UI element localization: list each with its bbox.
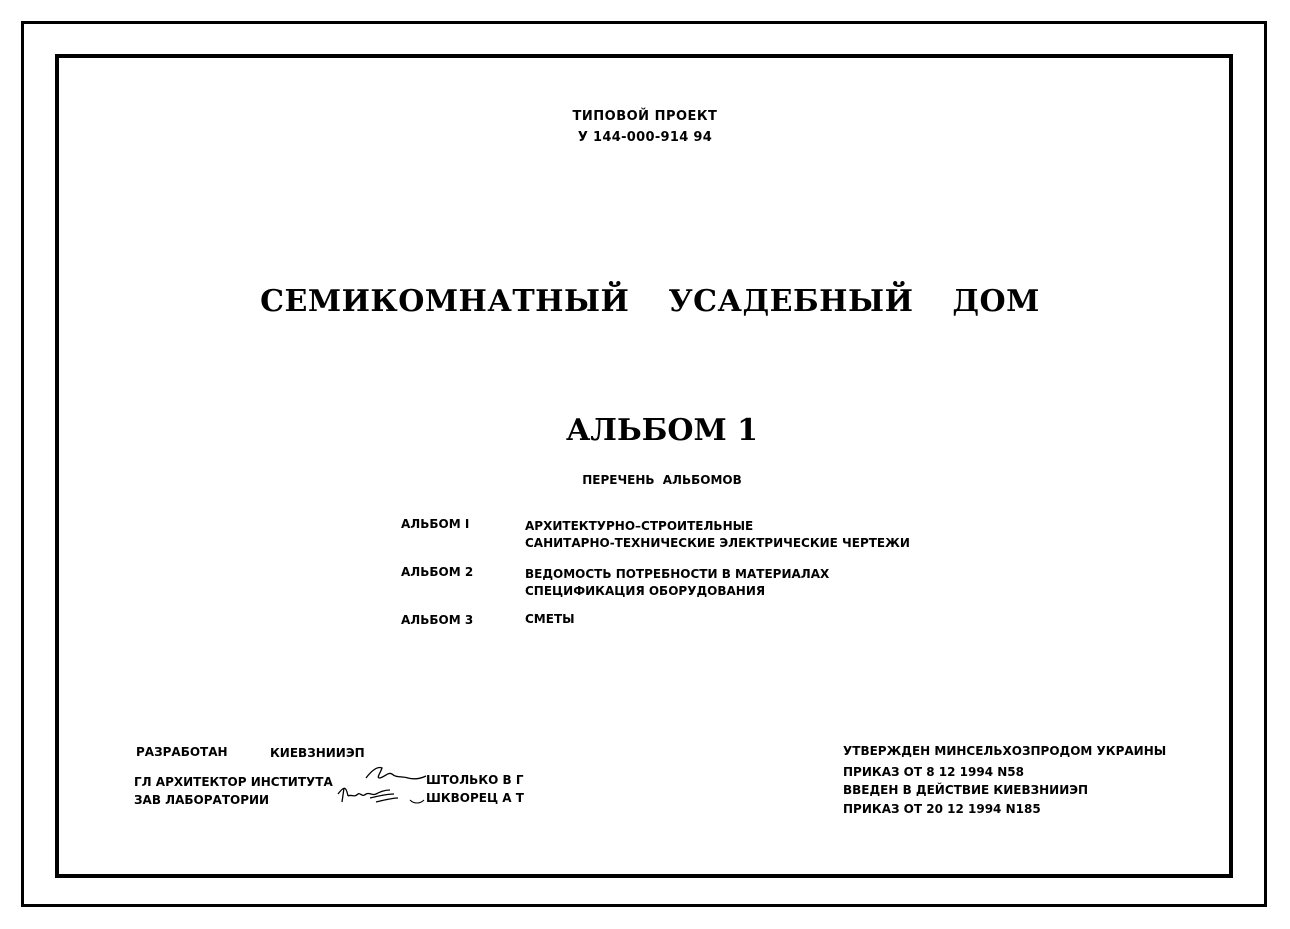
album-title: АЛЬБОМ 1 <box>565 413 758 448</box>
project-code: У 144-000-914 94 <box>577 130 713 145</box>
approved-by: УТВЕРЖДЕН МИНСЕЛЬХОЗПРОДОМ УКРАИНЫ <box>843 744 1167 758</box>
album-item-3-desc <box>525 611 575 628</box>
developed-org: КИЕВЗНИИЭП <box>270 746 365 760</box>
introduced-by: ВВЕДЕН В ДЕЙСТВИЕ КИЕВЗНИИЭП <box>843 783 1089 797</box>
albums-list-title: ПЕРЕЧЕНЬ АЛЬБОМОВ <box>582 473 742 487</box>
album-item-1-name: АЛЬБОМ I <box>401 517 470 531</box>
project-type: ТИПОВОЙ ПРОЕКТ <box>572 109 718 124</box>
signatures <box>336 760 428 816</box>
chief-architect-name: ШТОЛЬКО В Г <box>426 773 524 787</box>
album-item-2-name: АЛЬБОМ 2 <box>401 565 474 579</box>
order-2: ПРИКАЗ ОТ 20 12 1994 N185 <box>843 802 1041 816</box>
album-item-1-line2: САНИТАРНО-ТЕХНИЧЕСКИЕ ЭЛЕКТРИЧЕСКИЕ ЧЕРТЕЖИ <box>525 536 910 550</box>
album-item-2-line1: ВЕДОМОСТЬ ПОТРЕБНОСТИ В МАТЕРИАЛАХ <box>525 567 830 581</box>
album-item-2-desc <box>525 566 829 600</box>
album-item-3-line1: СМЕТЫ <box>525 612 575 626</box>
main-title: СЕМИКОМНАТНЫЙ УСАДЕБНЫЙ ДОМ <box>260 284 1040 319</box>
album-item-1-line1: АРХИТЕКТУРНО–СТРОИТЕЛЬНЫЕ <box>525 519 754 533</box>
album-item-3-name: АЛЬБОМ 3 <box>401 613 474 627</box>
album-item-1-desc <box>525 518 910 552</box>
order-1: ПРИКАЗ ОТ 8 12 1994 N58 <box>843 765 1024 779</box>
lab-head-name: ШКВОРЕЦ А Т <box>426 791 524 805</box>
lab-head-label: ЗАВ ЛАБОРАТОРИИ <box>134 793 270 807</box>
developed-label: РАЗРАБОТАН <box>136 745 228 759</box>
album-item-2-line2: СПЕЦИФИКАЦИЯ ОБОРУДОВАНИЯ <box>525 584 766 598</box>
chief-architect-label: ГЛ АРХИТЕКТОР ИНСТИТУТА <box>134 775 333 789</box>
